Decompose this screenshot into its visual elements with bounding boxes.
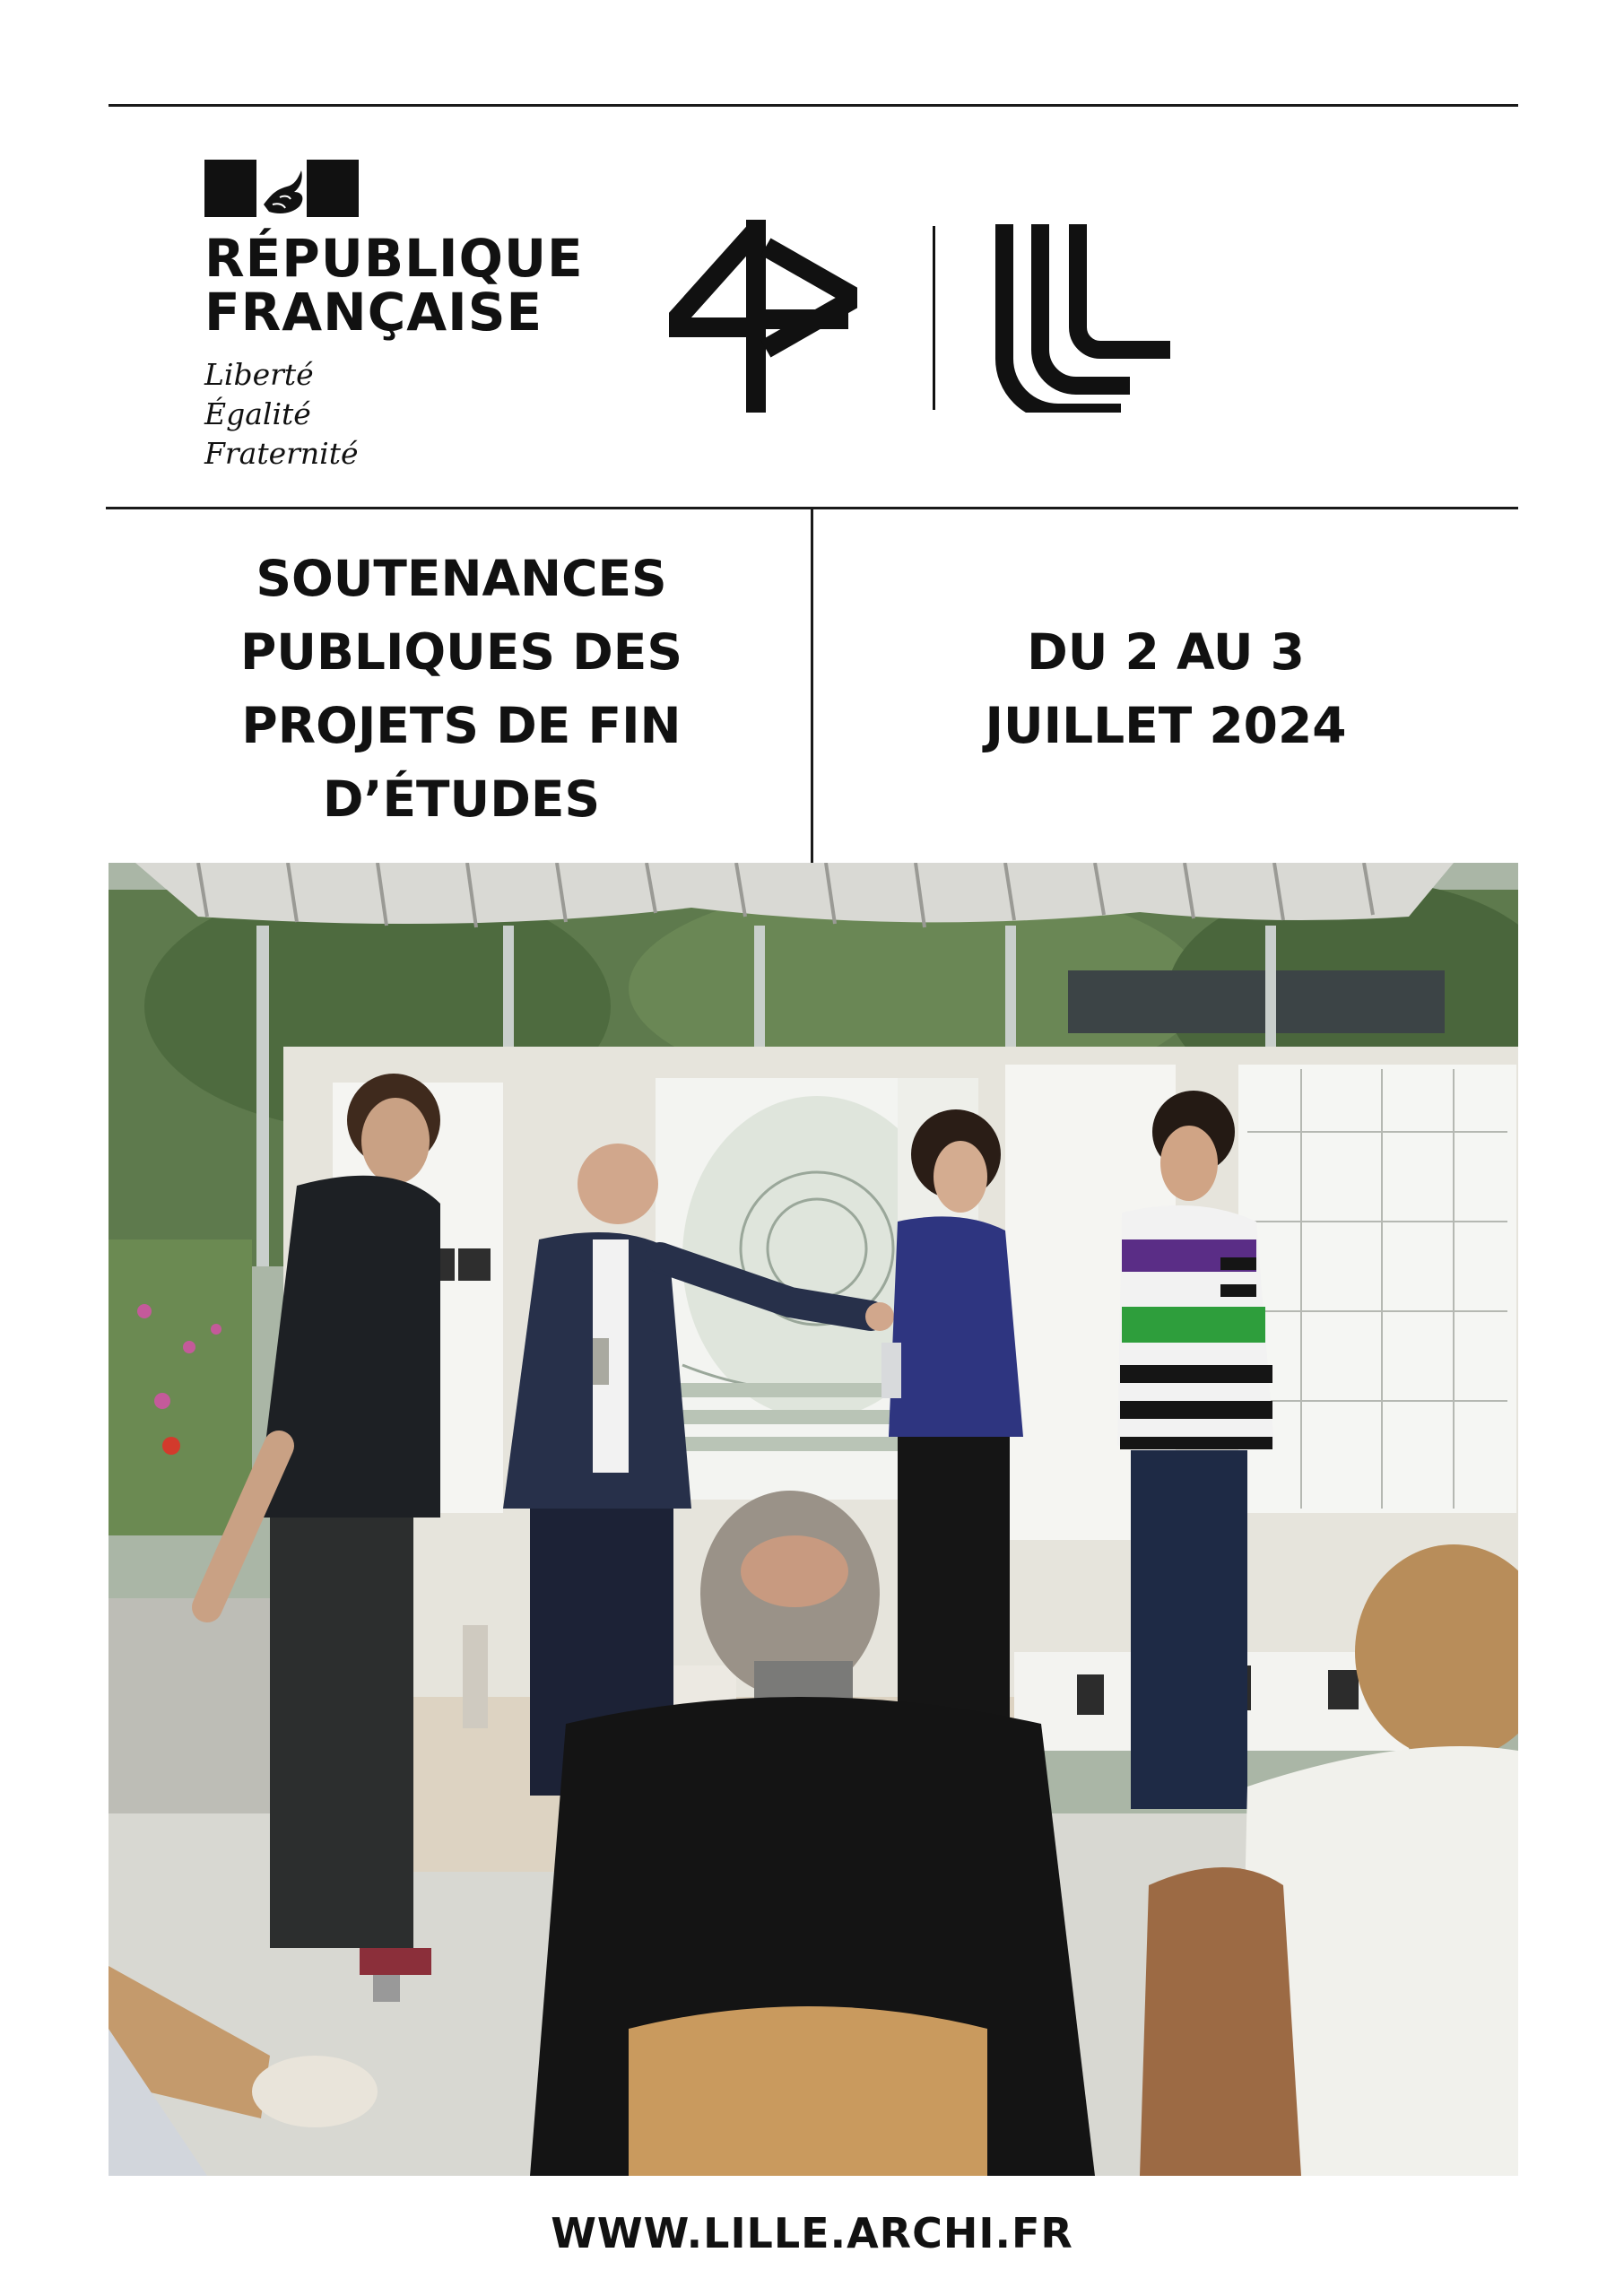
presentation-photo — [109, 863, 1518, 2176]
republique-title-line2: FRANÇAISE — [204, 282, 543, 343]
republique-francaise-logo — [204, 160, 590, 474]
event-title-text: SOUTENANCES PUBLIQUES DES PROJETS DE FIN D’ÉTUDES — [240, 549, 682, 828]
ap-logo-icon — [668, 220, 861, 413]
event-dates — [814, 516, 1517, 861]
presentation-scene — [109, 863, 1518, 2176]
motto-liberte: Liberté — [204, 357, 314, 392]
motto-fraternite: Fraternité — [204, 436, 359, 471]
event-dates-text: DU 2 AU 3 JUILLET 2024 — [985, 622, 1347, 754]
logo-separator — [933, 226, 935, 410]
motto-egalite: Égalité — [204, 396, 311, 431]
event-title — [109, 516, 813, 861]
ll-logo-icon — [995, 224, 1175, 413]
top-rule — [109, 104, 1518, 107]
website-url[interactable]: WWW.LILLE.ARCHI.FR — [551, 2209, 1073, 2257]
marianne-flag-icon — [204, 160, 359, 217]
republique-title-line1: RÉPUBLIQUE — [204, 228, 584, 289]
